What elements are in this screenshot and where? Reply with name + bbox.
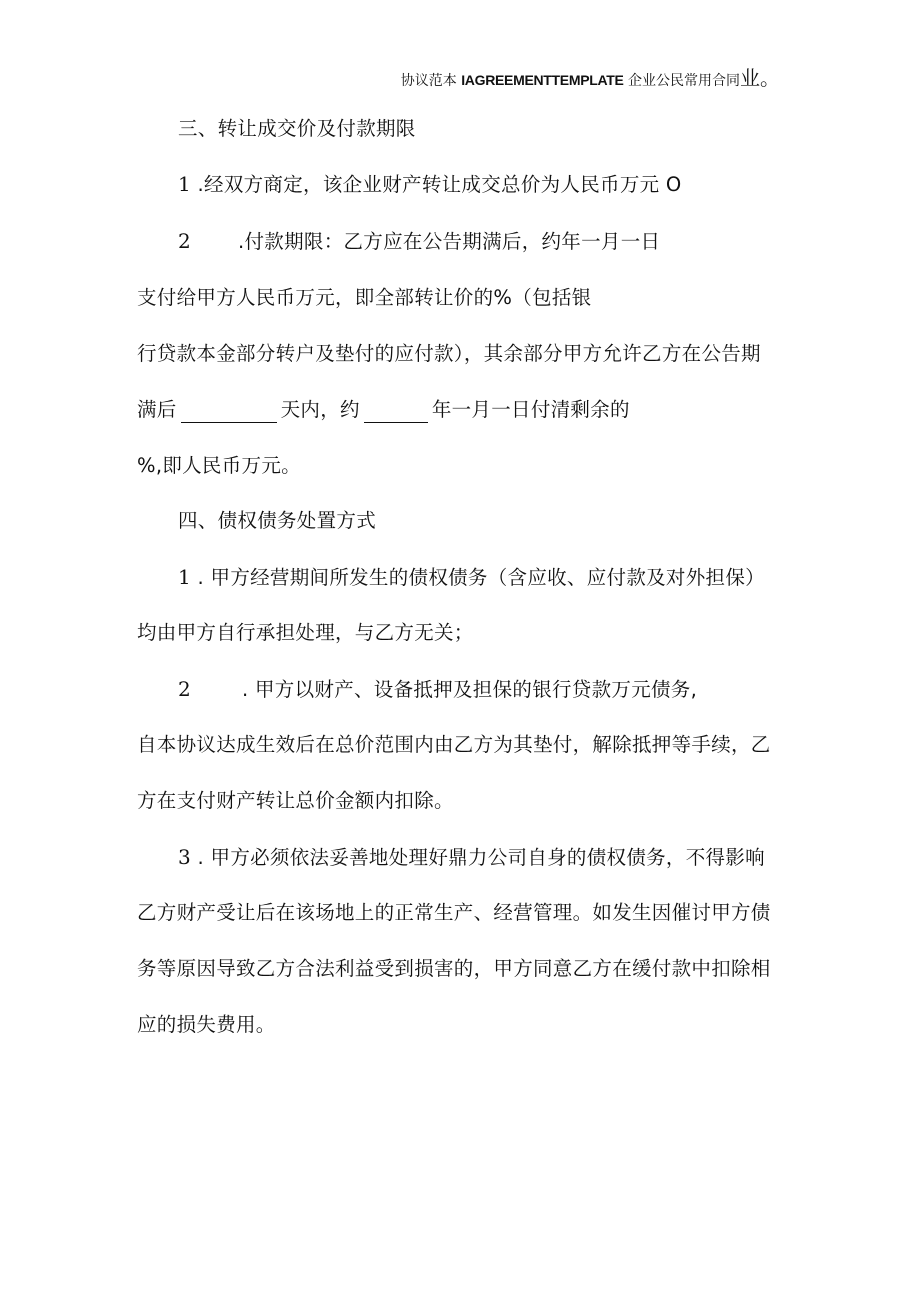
section-4-item-3-cont-2: 务等原因导致乙方合法利益受到损害的，甲方同意乙方在缓付款中扣除相 bbox=[137, 957, 771, 980]
section-3-line-4: 行贷款本金部分转户及垫付的应付款），其余部分甲方允许乙方在公告期 bbox=[137, 342, 761, 365]
header-suffix: 企业公民常用合同 bbox=[623, 73, 740, 89]
section-3-title: 三、转让成交价及付款期限 bbox=[178, 117, 416, 140]
document-header bbox=[401, 62, 780, 91]
header-big-char: 业。 bbox=[740, 66, 780, 90]
item-text: . 甲方必须依法妥善地处理好鼎力公司自身的债权债务，不得影响 bbox=[191, 846, 765, 869]
blank-year bbox=[364, 402, 428, 423]
section-4-item-3 bbox=[178, 844, 765, 871]
section-4-item-2-cont-1: 自本协议达成生效后在总价范围内由乙方为其垫付，解除抵押等手续，乙 bbox=[137, 733, 771, 756]
header-prefix: 协议范本 bbox=[400, 73, 462, 89]
line-text: 满后 bbox=[137, 398, 177, 421]
blank-days bbox=[181, 402, 277, 423]
section-4-item-3-cont-1: 乙方财产受让后在该场地上的正常生产、经营管理。如发生因催讨甲方债 bbox=[137, 901, 771, 924]
section-3-item-1 bbox=[178, 171, 682, 198]
item-number: 2 bbox=[178, 229, 192, 253]
line-text: 天内，约 bbox=[280, 398, 360, 421]
section-4-item-2 bbox=[178, 676, 697, 703]
line-text: 年一月一日付清剩余的 bbox=[431, 398, 630, 421]
section-4-item-1-cont: 均由甲方自行承担处理，与乙方无关； bbox=[137, 621, 474, 644]
item-number: 1 bbox=[178, 172, 192, 196]
item-text: . 甲方经营期间所发生的债权债务（含应收、应付款及对外担保） bbox=[191, 566, 765, 589]
section-3-line-3: 支付给甲方人民币万元，即全部转让价的%（包括银 bbox=[137, 286, 592, 309]
section-3-item-2 bbox=[178, 228, 660, 255]
item-text: . 甲方以财产、设备抵押及担保的银行贷款万元债务, bbox=[242, 678, 698, 701]
section-4-item-1 bbox=[178, 564, 765, 591]
section-3-line-6: %,即人民币万元。 bbox=[137, 454, 301, 477]
item-number: 2 bbox=[178, 677, 192, 701]
item-text: .付款期限：乙方应在公告期满后，约年一月一日 bbox=[238, 230, 661, 253]
section-3-line-5 bbox=[137, 397, 630, 423]
item-text: .经双方商定，该企业财产转让成交总价为人民币万元 O bbox=[191, 173, 682, 196]
item-number: 3 bbox=[178, 845, 192, 869]
section-4-title: 四、债权债务处置方式 bbox=[178, 509, 377, 532]
section-4-item-2-cont-2: 方在支付财产转让总价金额内扣除。 bbox=[137, 789, 454, 812]
item-number: 1 bbox=[178, 565, 192, 589]
header-template-label: IAGREEMENTTEMPLATE bbox=[461, 72, 624, 88]
section-4-item-3-cont-3: 应的损失费用。 bbox=[137, 1013, 276, 1036]
